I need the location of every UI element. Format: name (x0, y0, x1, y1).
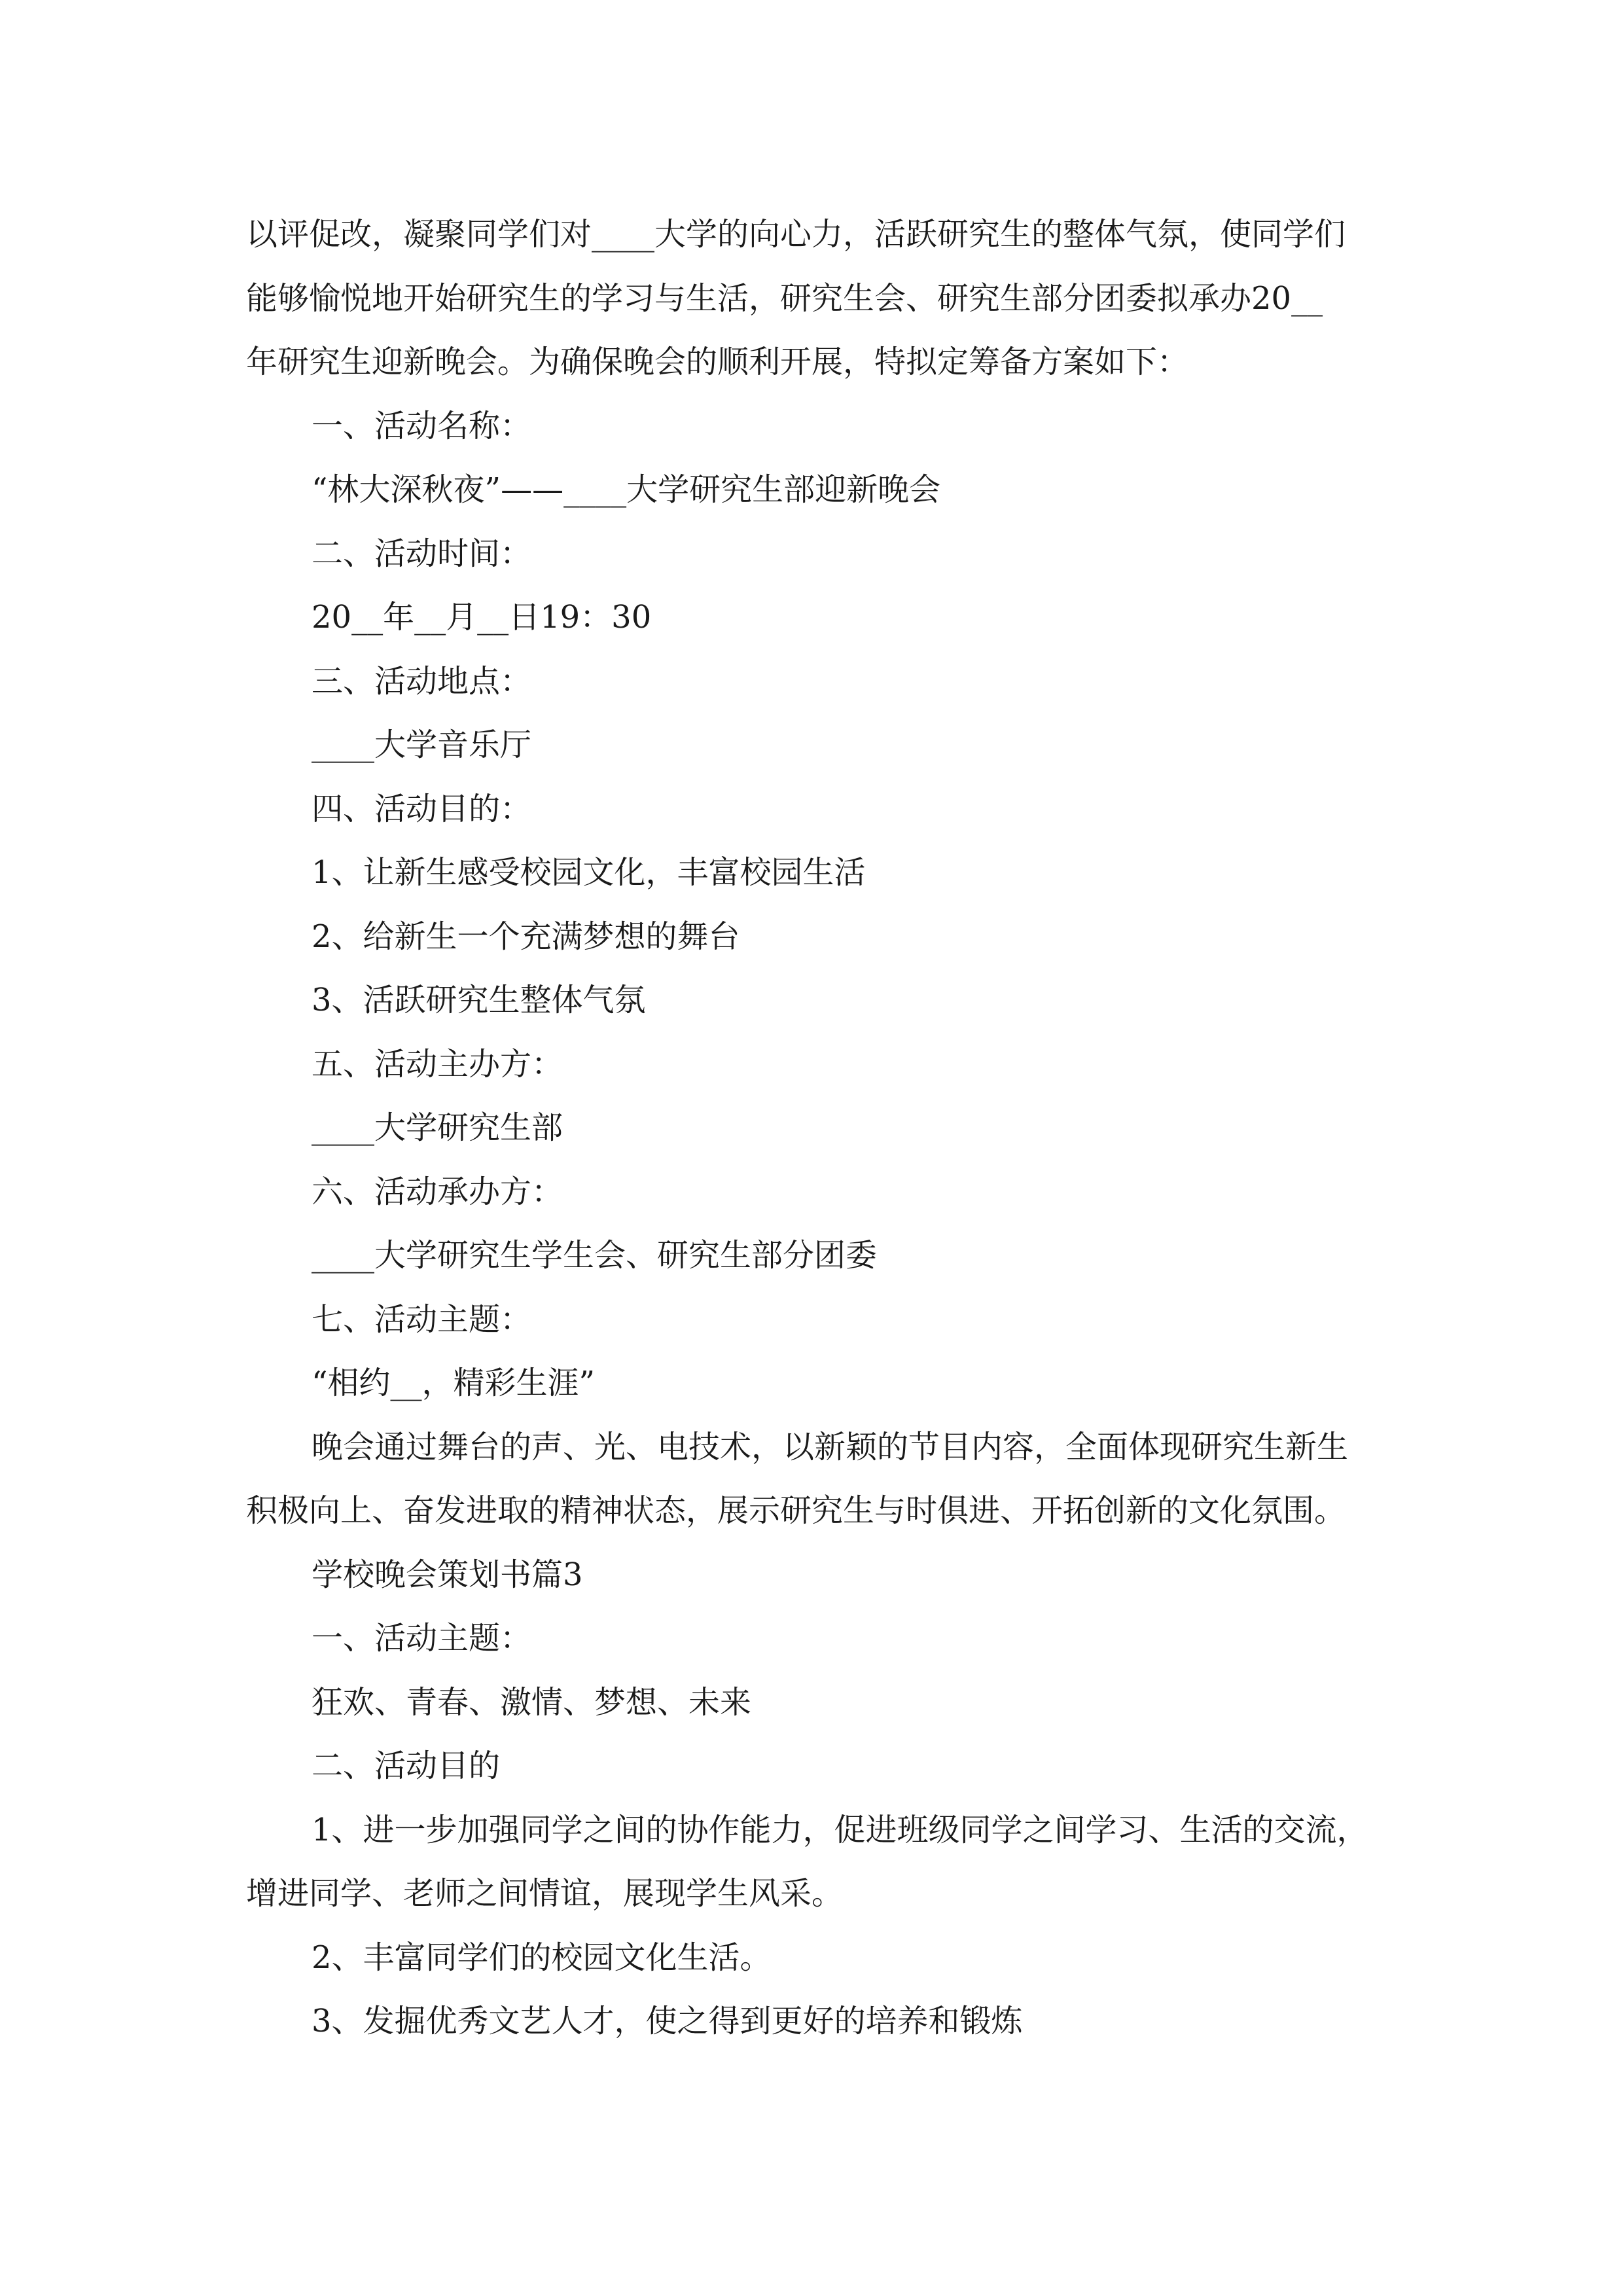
section-heading: 二、活动时间： (312, 535, 532, 572)
list-item: 1、进一步加强同学之间的协作能力，促进班级同学之间学习、生活的交流， (312, 1811, 1368, 1848)
list-item: 3、发掘优秀文艺人才，使之得到更好的培养和锻炼 (312, 2003, 1023, 2039)
document-body (246, 203, 1411, 2054)
paragraph-line: 晚会通过舞台的声、光、电技术，以新颖的节目内容，全面体现研究生新生 (312, 1428, 1349, 1465)
paragraph-line: “林大深秋夜”——____大学研究生部迎新晚会 (312, 471, 941, 508)
section-heading: 六、活动承办方： (312, 1173, 563, 1210)
paragraph-line: 能够愉悦地开始研究生的学习与生活，研究生会、研究生部分团委拟承办20__ (246, 279, 1323, 317)
paragraph-line: “相约__，精彩生涯” (312, 1365, 596, 1401)
section-heading: 一、活动主题： (312, 1620, 532, 1657)
section-heading: 五、活动主办方： (312, 1045, 563, 1083)
paragraph-line: 积极向上、奋发进取的精神状态，展示研究生与时俱进、开拓创新的文化氛围。 (246, 1492, 1346, 1529)
list-item: 1、让新生感受校园文化，丰富校园生活 (312, 854, 866, 891)
paragraph-line: ____大学音乐厅 (312, 726, 532, 763)
paragraph-line: ____大学研究生学生会、研究生部分团委 (312, 1237, 878, 1274)
document-section-title: 学校晚会策划书篇3 (312, 1556, 583, 1593)
section-heading: 七、活动主题： (312, 1300, 532, 1338)
paragraph-line: 年研究生迎新晚会。为确保晚会的顺利开展，特拟定筹备方案如下： (246, 344, 1189, 380)
paragraph-line: 增进同学、老师之间情谊，展现学生风采。 (246, 1875, 844, 1912)
list-item: 2、丰富同学们的校园文化生活。 (312, 1939, 772, 1976)
paragraph-line: 20__年__月__日19：30 (312, 599, 652, 636)
paragraph-line: 狂欢、青春、激情、梦想、未来 (312, 1683, 752, 1721)
section-heading: 一、活动名称： (312, 407, 532, 444)
section-heading: 四、活动目的： (312, 790, 532, 827)
section-heading: 二、活动目的 (312, 1748, 501, 1784)
section-heading: 三、活动地点： (312, 662, 532, 700)
list-item: 2、给新生一个充满梦想的舞台 (312, 918, 740, 955)
paragraph-line: 以评促改，凝聚同学们对____大学的向心力，活跃研究生的整体气氛，使同学们 (246, 216, 1346, 253)
paragraph-line: ____大学研究生部 (312, 1109, 563, 1146)
list-item: 3、活跃研究生整体气氛 (312, 982, 646, 1018)
